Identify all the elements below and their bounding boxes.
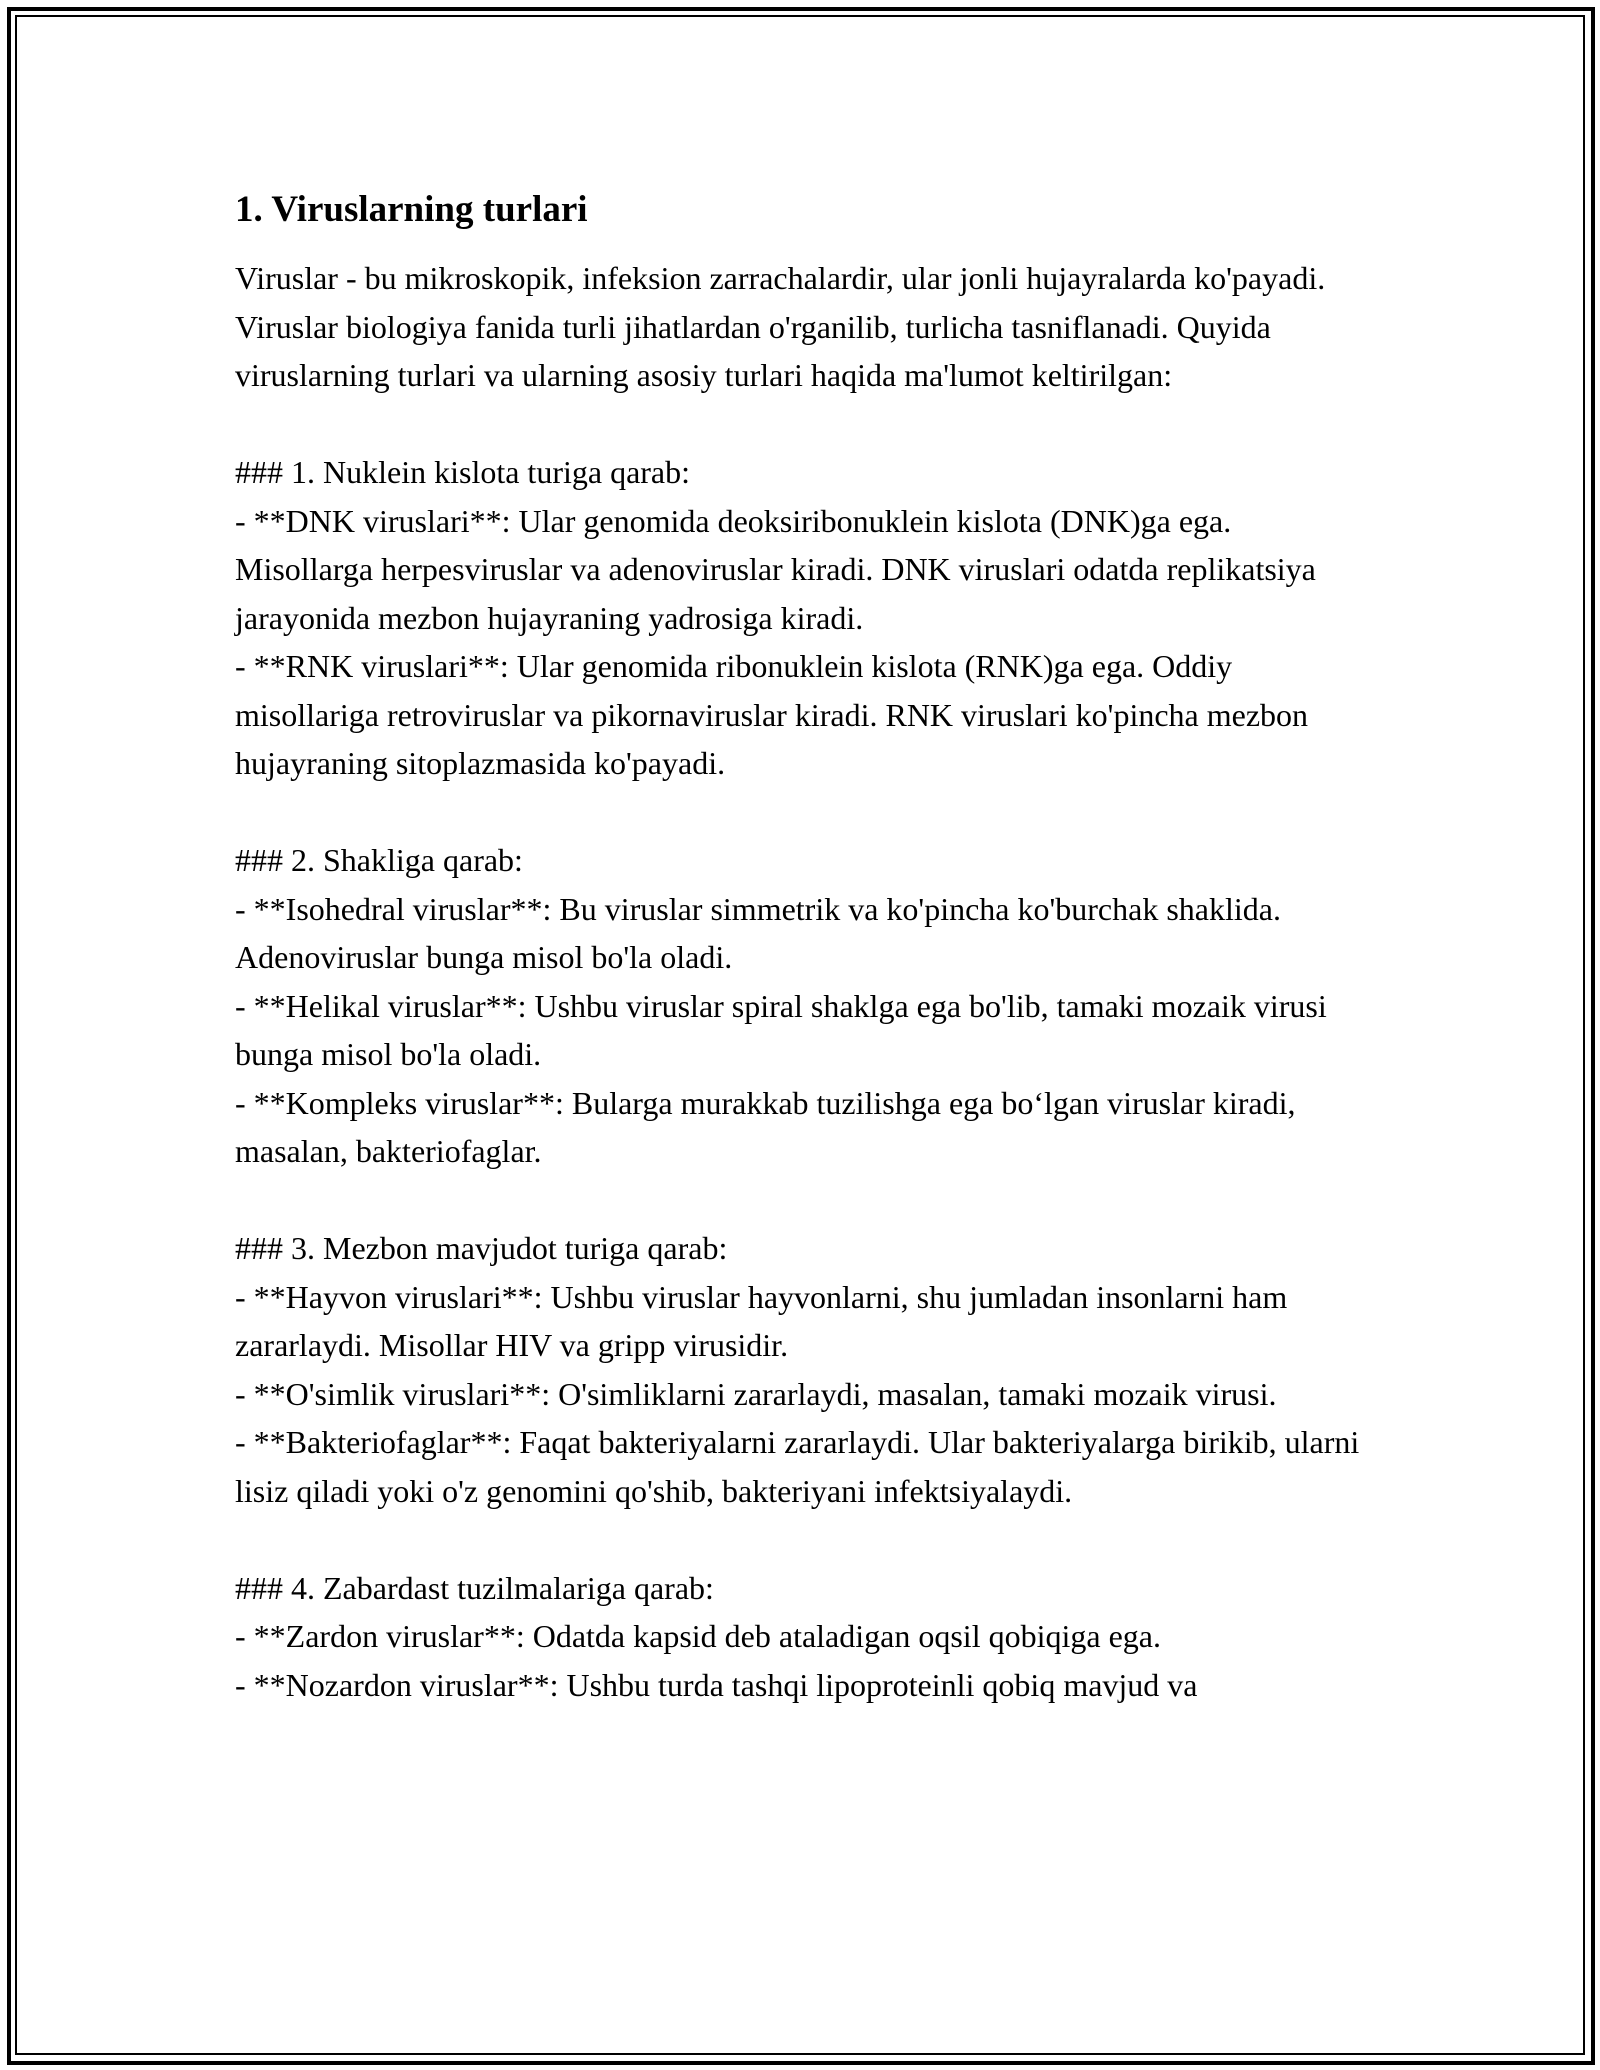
document-body [235, 186, 1375, 1709]
list-item: - **RNK viruslari**: Ular genomida ribonuklein kislota (RNK)ga ega. Oddiy misollariga retroviruslar va pikornaviruslar kiradi. RNK viruslari ko'pincha mezbon hujayraning sitoplazmasida ko'payadi. [235, 648, 1309, 781]
list-item: - **Helikal viruslar**: Ushbu viruslar spiral shaklga ega bo'lib, tamaki mozaik virusi bunga misol bo'la oladi. [235, 987, 1327, 1072]
list-item: - **Hayvon viruslari**: Ushbu viruslar hayvonlarni, shu jumladan insonlarni ham zararlaydi. Misollar HIV va gripp virusidir. [235, 1278, 1288, 1363]
list-item: - **Zardon viruslar**: Odatda kapsid deb ataladigan oqsil qobiqiga ega. [235, 1618, 1161, 1654]
list-item: - **Kompleks viruslar**: Bularga murakkab tuzilishga ega bo‘lgan viruslar kiradi, masalan, bakteriofaglar. [235, 1084, 1296, 1169]
section-heading: ### 1. Nuklein kislota turiga qarab: [235, 454, 691, 490]
list-item: - **O'simlik viruslari**: O'simliklarni zararlaydi, masalan, tamaki mozaik virusi. [235, 1375, 1277, 1412]
section-heading: ### 3. Mezbon mavjudot turiga qarab: [235, 1230, 728, 1266]
section-heading: ### 2. Shakliga qarab: [235, 842, 523, 878]
list-item: - **Isohedral viruslar**: Bu viruslar simmetrik va ko'pincha ko'burchak shaklida. Adenoviruslar bunga misol bo'la oladi. [235, 890, 1281, 975]
section-structure [235, 1564, 1375, 1710]
section-shape [235, 836, 1375, 1176]
section-host [235, 1224, 1375, 1515]
list-item: - **Nozardon viruslar**: Ushbu turda tashqi lipoproteinli qobiq mavjud va [235, 1666, 1198, 1703]
page-title: 1. Viruslarning turlari [235, 189, 588, 230]
section-nucleic-acid [235, 448, 1375, 788]
section-heading: ### 4. Zabardast tuzilmalariga qarab: [235, 1569, 714, 1606]
intro-paragraph: Viruslar - bu mikroskopik, infeksion zarrachalardir, ular jonli hujayralarda ko'payadi. Viruslar biologiya fanida turli jihatlardan o'rganilib, turlicha tasniflanadi. Quyida viruslarning turlari va ularning asosiy turlari haqida ma'lumot keltirilgan: [235, 260, 1326, 393]
list-item: - **DNK viruslari**: Ular genomida deoksiribonuklein kislota (DNK)ga ega. Misollarga herpesviruslar va adenoviruslar kiradi. DNK viruslari odatda replikatsiya jarayonida mezbon hujayraning yadrosiga kiradi. [235, 502, 1316, 636]
list-item: - **Bakteriofaglar**: Faqat bakteriyalarni zararlaydi. Ular bakteriyalarga birikib, ularni lisiz qiladi yoki o'z genomini qo'shib, bakteriyani infektsiyalaydi. [235, 1424, 1360, 1509]
